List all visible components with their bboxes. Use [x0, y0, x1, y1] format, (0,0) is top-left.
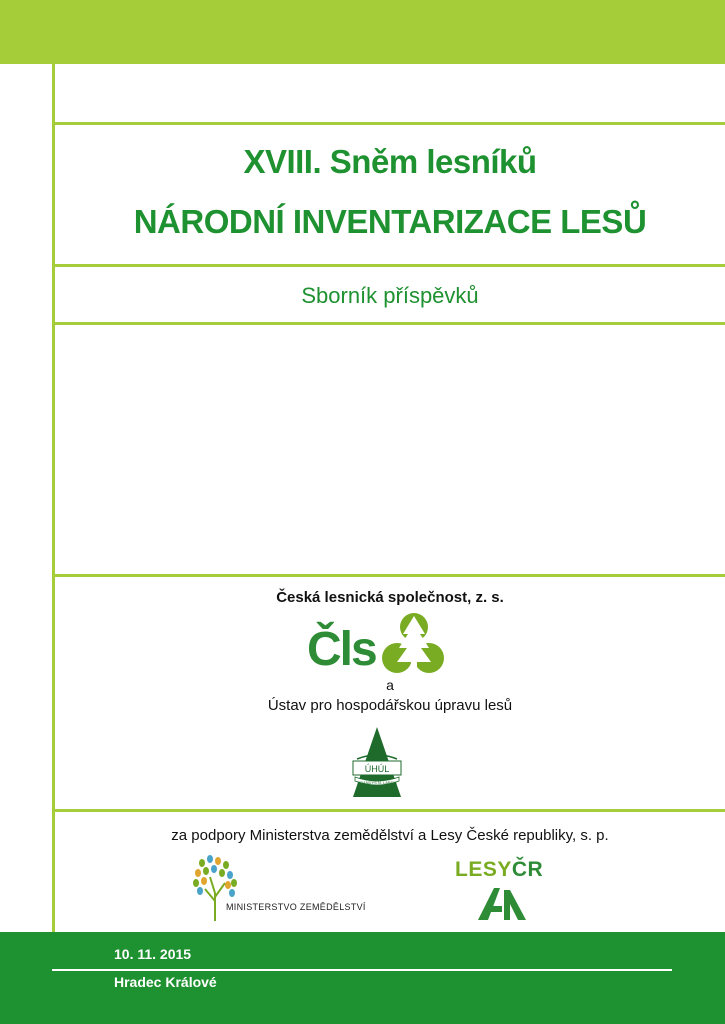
top-green-band	[0, 0, 725, 64]
uhul-logo-text: ÚHÚL	[364, 764, 390, 774]
support-statement: za podpory Ministerstva zemědělství a Lesy České republiky, s. p.	[171, 827, 609, 844]
cls-logo-text: Čls	[307, 623, 376, 676]
lesy-logo-suffix: ČR	[511, 858, 544, 881]
footer-divider	[52, 969, 672, 971]
rule-above-support	[52, 809, 725, 812]
cls-tree-logo-icon	[305, 610, 450, 680]
page-subtitle: NÁRODNÍ INVENTARIZACE LESŮ	[133, 203, 647, 240]
conjunction-text: a	[386, 677, 394, 693]
left-vertical-rule	[52, 64, 55, 932]
ministry-tree-logo-icon	[190, 853, 350, 923]
lesy-logo-prefix: LESY	[455, 858, 512, 881]
uhul-logo-icon	[347, 725, 407, 800]
rule-below-title	[52, 264, 725, 267]
lesy-cr-arrow-icon	[474, 884, 530, 922]
organizer-uhul-name: Ústav pro hospodářskou úpravu lesů	[267, 697, 513, 714]
organizer-cls-name: Česká lesnická společnost, z. s.	[276, 589, 504, 606]
uhul-logo-motto: BRANDÝS N. LABEM	[357, 780, 397, 785]
lesy-cr-logo-text	[455, 858, 543, 882]
rule-above-title	[52, 122, 725, 125]
page-title: XVIII. Sněm lesníků	[243, 143, 537, 180]
event-place: Hradec Králové	[114, 974, 217, 990]
event-date: 10. 11. 2015	[114, 946, 192, 962]
bottom-green-band	[0, 932, 725, 1024]
rule-above-organizers	[52, 574, 725, 577]
ministry-logo-text: MINISTERSTVO ZEMĚDĚLSTVÍ	[226, 902, 366, 912]
collection-label: Sborník příspěvků	[301, 283, 479, 308]
rule-below-subtitle	[52, 322, 725, 325]
